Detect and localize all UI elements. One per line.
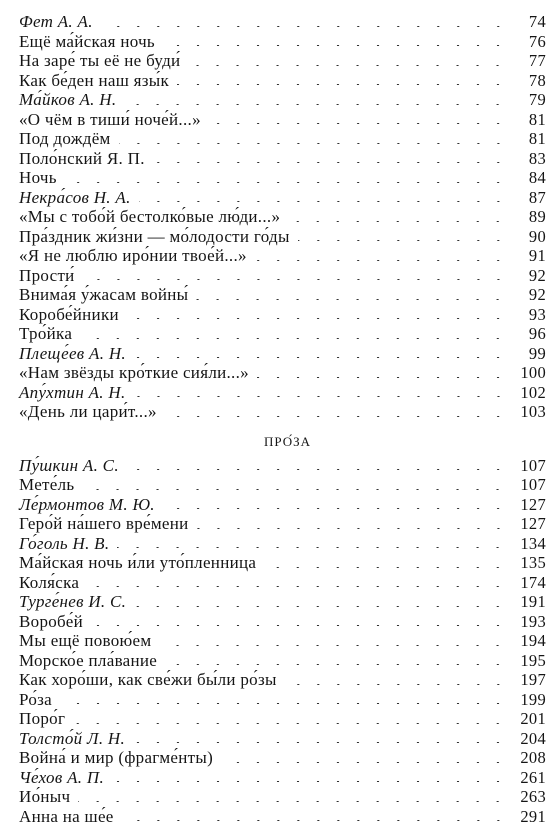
toc-work-entry	[19, 363, 546, 383]
dot-leader	[264, 567, 508, 568]
page-number: 100	[520, 363, 546, 382]
page-number: 78	[528, 70, 546, 90]
page-number: 83	[528, 148, 546, 168]
page-number: 204	[520, 728, 546, 748]
toc-author-entry	[19, 592, 546, 612]
page-number: 107	[520, 475, 546, 494]
page-number: 81	[528, 129, 546, 148]
page-number: 90	[528, 226, 546, 246]
dot-leader	[122, 820, 508, 821]
dot-leader	[196, 299, 508, 300]
dot-leader	[101, 26, 508, 27]
dot-leader	[112, 781, 508, 782]
entry-title: Прости́	[19, 265, 75, 285]
toc-work-entry	[19, 690, 546, 710]
toc-work-entry	[19, 71, 546, 91]
dot-leader	[163, 508, 508, 509]
toc-work-entry	[19, 246, 546, 266]
dot-leader	[127, 318, 508, 319]
entry-title: Ма́йская ночь и́ли уто́пленница	[19, 553, 257, 572]
page-number: 81	[528, 109, 546, 129]
toc-work-entry	[19, 305, 546, 325]
entry-title: Мете́ль	[19, 475, 75, 494]
page-number: 195	[520, 650, 546, 670]
toc-work-entry	[19, 709, 546, 729]
toc-author-entry	[19, 768, 546, 788]
entry-title: Тро́йка	[19, 324, 73, 343]
dot-leader	[117, 547, 508, 548]
page-number: 174	[520, 572, 546, 592]
toc-work-entry	[19, 207, 546, 227]
page-number: 261	[520, 767, 546, 787]
page-number: 103	[520, 402, 546, 421]
page-number: 74	[528, 12, 546, 31]
dot-leader	[159, 645, 508, 646]
entry-title: Апу́хтин А. Н.	[19, 382, 126, 402]
toc-author-entry	[19, 90, 546, 110]
page-number: 134	[520, 533, 546, 553]
toc-work-entry	[19, 573, 546, 593]
toc-work-entry	[19, 285, 546, 305]
toc-author-entry	[19, 383, 546, 403]
entry-title: Война́ и мир (фрагме́нты)	[19, 748, 214, 767]
toc-work-entry	[19, 227, 546, 247]
entry-title: Го́голь Н. В.	[19, 533, 110, 553]
entry-title: Пра́здник жи́зни — мо́лодости го́ды	[19, 226, 290, 246]
entry-title: Поро́г	[19, 709, 66, 728]
dot-leader	[177, 84, 508, 85]
dot-leader	[139, 201, 508, 202]
dot-leader	[285, 684, 508, 685]
dot-leader	[133, 742, 508, 743]
dot-leader	[209, 123, 508, 124]
entry-title: Ма́йков А. Н.	[19, 90, 117, 109]
page-number: 208	[520, 748, 546, 767]
dot-leader	[83, 279, 508, 280]
page-number: 84	[528, 168, 546, 187]
entry-title: Некра́сов Н. А.	[19, 187, 131, 207]
toc-work-entry	[19, 612, 546, 632]
toc-work-entry	[19, 514, 546, 534]
entry-title: Турге́нев И. С.	[19, 592, 127, 611]
entry-title: «Мы с тобо́й бестолко́вые лю́ди...»	[19, 207, 281, 226]
page-number: 92	[528, 285, 546, 304]
entry-title: Анна на ше́е	[19, 806, 114, 826]
toc-work-entry	[19, 807, 546, 827]
page-number: 193	[520, 611, 546, 631]
dot-leader	[163, 45, 508, 46]
toc-work-entry	[19, 670, 546, 690]
dot-leader	[134, 606, 508, 607]
page-number: 102	[520, 382, 546, 402]
page-number: 201	[520, 709, 546, 728]
toc-author-entry	[19, 534, 546, 554]
dot-leader	[73, 723, 508, 724]
entry-title: Мы ещё повою́ем	[19, 631, 152, 650]
toc-author-entry	[19, 456, 546, 476]
dot-leader	[165, 416, 508, 417]
page-number: 127	[520, 494, 546, 514]
entry-title: Поло́нский Я. П.	[19, 148, 145, 168]
page-number: 79	[528, 90, 546, 109]
dot-leader	[124, 104, 508, 105]
entry-title: «Я не люблю иро́нии твое́й...»	[19, 246, 247, 265]
toc-work-entry	[19, 168, 546, 188]
entry-title: «О чём в тиши́ ноче́й...»	[19, 109, 201, 129]
entry-title: На заре́ ты её не буди́	[19, 51, 181, 70]
entry-title: Че́хов А. П.	[19, 767, 104, 787]
toc-work-entry	[19, 324, 546, 344]
dot-leader	[78, 801, 508, 802]
dot-leader	[153, 162, 508, 163]
toc-work-entry	[19, 51, 546, 71]
toc-author-entry	[19, 188, 546, 208]
page-number: 194	[520, 631, 546, 650]
entry-title: Коробе́йники	[19, 304, 119, 324]
page-number: 107	[520, 455, 546, 475]
page-number: 77	[528, 51, 546, 70]
entry-title: Ро́за	[19, 689, 52, 709]
page-number: 87	[528, 187, 546, 207]
dot-leader	[127, 469, 508, 470]
entry-title: «День ли цари́т...»	[19, 402, 157, 421]
entry-title: «Нам звёзды кро́ткие сия́ли...»	[19, 363, 249, 382]
entry-title: Как хоро́ши, как све́жи бы́ли ро́зы	[19, 670, 277, 689]
page-number: 127	[520, 514, 546, 533]
entry-title: Пу́шкин А. С.	[19, 455, 119, 475]
page-number: 135	[520, 553, 546, 572]
page-number: 99	[528, 343, 546, 363]
page-number: 76	[528, 31, 546, 51]
toc-work-entry	[19, 129, 546, 149]
dot-leader	[91, 625, 508, 626]
entry-title: Внима́я у́жасам войны́	[19, 285, 189, 304]
toc-work-entry	[19, 402, 546, 422]
page-number: 96	[528, 324, 546, 343]
dot-leader	[257, 377, 508, 378]
dot-leader	[65, 182, 508, 183]
page-number: 93	[528, 304, 546, 324]
page-number: 263	[520, 787, 546, 806]
toc-work-entry	[19, 475, 546, 495]
dot-leader	[165, 664, 508, 665]
dot-leader	[221, 762, 508, 763]
toc-author-entry	[19, 495, 546, 515]
toc-list-poetry	[19, 12, 546, 422]
entry-title: Воробе́й	[19, 611, 84, 631]
page-number: 197	[520, 670, 546, 689]
page-number: 89	[528, 207, 546, 226]
dot-leader	[80, 338, 508, 339]
toc-work-entry	[19, 631, 546, 651]
dot-leader	[298, 240, 508, 241]
toc-work-entry	[19, 748, 546, 768]
toc-author-entry	[19, 344, 546, 364]
dot-leader	[82, 489, 508, 490]
toc-work-entry	[19, 787, 546, 807]
section-heading-prose: ПРО́ЗА	[263, 433, 312, 449]
toc-work-entry	[19, 266, 546, 286]
toc-author-entry	[19, 12, 546, 32]
entry-title: Как бе́ден наш язы́к	[19, 70, 170, 90]
dot-leader	[87, 586, 508, 587]
toc-work-entry	[19, 553, 546, 573]
dot-leader	[134, 396, 508, 397]
entry-title: Фет А. А.	[19, 12, 93, 31]
page-number: 291	[520, 806, 546, 826]
dot-leader	[134, 357, 508, 358]
dot-leader	[288, 221, 508, 222]
entry-title: Плеще́ев А. Н.	[19, 343, 126, 363]
toc-work-entry	[19, 110, 546, 130]
entry-title: Ещё ма́йская ночь	[19, 31, 155, 51]
entry-title: Геро́й на́шего вре́мени	[19, 514, 189, 533]
page-number: 92	[528, 265, 546, 285]
page-number: 191	[520, 592, 546, 611]
page-number: 91	[528, 246, 546, 265]
toc-list-prose	[19, 456, 546, 827]
toc-author-entry	[19, 729, 546, 749]
dot-leader	[119, 143, 508, 144]
dot-leader	[255, 260, 508, 261]
toc-work-entry	[19, 149, 546, 169]
dot-leader	[60, 703, 508, 704]
toc-work-entry	[19, 651, 546, 671]
entry-title: Морско́е пла́вание	[19, 650, 158, 670]
entry-title: Коля́ска	[19, 572, 80, 592]
dot-leader	[197, 528, 508, 529]
entry-title: Ио́ныч	[19, 787, 71, 806]
toc-work-entry	[19, 32, 546, 52]
entry-title: Ле́рмонтов М. Ю.	[19, 494, 155, 514]
page-number: 199	[520, 689, 546, 709]
entry-title: Ночь	[19, 168, 57, 187]
entry-title: Под дождём	[19, 129, 111, 148]
dot-leader	[188, 65, 508, 66]
entry-title: Толсто́й Л. Н.	[19, 728, 126, 748]
